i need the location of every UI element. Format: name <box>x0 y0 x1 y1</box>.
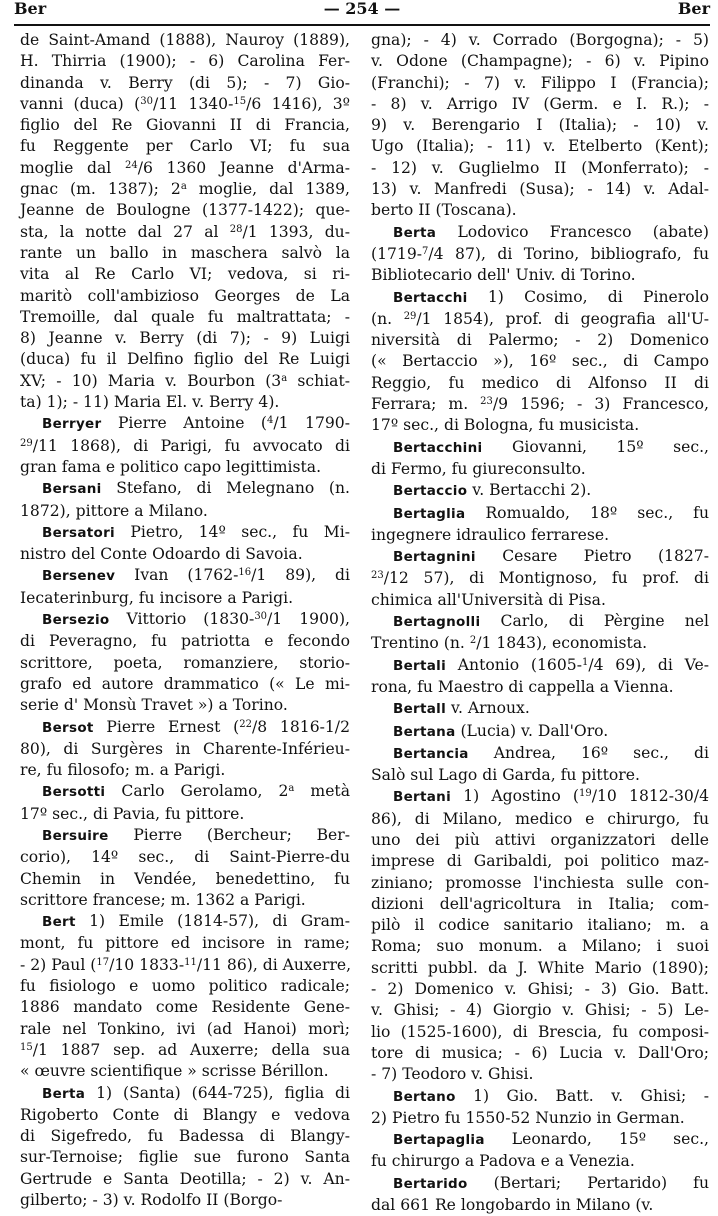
left-text-line: $^{15}$/1 1887 sep. ad Auxerre; della sua <box>20 1040 350 1059</box>
right-text-line: ziniano; promosse l'inchiesta sulle con- <box>371 873 709 892</box>
right-text-line: rona, fu Maestro di cappella a Vienna. <box>371 677 674 696</box>
left-text-line: Jeanne de Boulogne (1377-1422); que- <box>20 201 350 220</box>
header-right-guide-word: Ber <box>677 0 710 18</box>
page-number: — 254 — <box>323 0 401 18</box>
right-text-line: Bertagnolli Carlo, di Pèrgine nel <box>393 612 709 631</box>
left-text-line: sta, la notte dal 27 al $^{28}$/1 1393, du- <box>20 222 350 241</box>
left-text-line: ta) 1); - 11) Maria El. v. Berry 4). <box>20 393 280 412</box>
left-text-line: grafo ed autore drammatico (« Le mi- <box>20 674 350 693</box>
left-text-line: di Sigefredo, fu Badessa di Blangy- <box>20 1127 350 1146</box>
right-text-line: Reggio, fu medico di Alfonso II di <box>371 373 709 392</box>
right-text-line: scritti pubbl. da J. White Mario (1890); <box>371 958 709 977</box>
right-text-line: 17º sec., di Bologna, fu musicista. <box>371 416 640 435</box>
right-text-line: Bertali Antonio (1605-$^1$/4 69), di Ve- <box>393 655 709 674</box>
right-text-line: (n. $^{29}$/1 1854), prof. di geografia all'U- <box>371 309 709 328</box>
left-text-line: moglie dal $^{24}$/6 1360 Jeanne d'Arma- <box>20 158 350 177</box>
right-text-line: Bertapaglia Leonardo, 15º sec., <box>393 1130 709 1149</box>
right-text-line: fu chirurgo a Padova e a Venezia. <box>371 1152 635 1171</box>
right-text-line: Bertani 1) Agostino ($^{19}$/10 1812-30/4 <box>393 787 709 806</box>
right-text-line: Trentino (n. $^2$/1 1843), economista. <box>371 634 648 653</box>
left-text-line: fu fisiologo e uomo politico radicale; <box>20 977 350 996</box>
right-text-line: lio (1525-1600), di Brescia, fu composi- <box>371 1022 709 1041</box>
left-text-line: (duca) fu il Delfino figlio del Re Luigi <box>20 350 350 369</box>
left-text-line: vita al Re Carlo VI; vedova, si ri- <box>20 265 350 284</box>
left-text-line: dinanda v. Berry (di 5); - 7) Gio- <box>20 73 350 92</box>
right-text-line: v. Odone (Champagne); - 6) v. Pipino <box>371 52 709 71</box>
left-text-line: Berta 1) (Santa) (644-725), figlia di <box>42 1083 350 1102</box>
left-text-line: mont, fu pittore ed incisore in rame; <box>20 934 350 953</box>
right-text-line: (« Bertaccio »), 16º sec., di Campo <box>371 352 709 371</box>
right-text-line: Berta Lodovico Francesco (abate) <box>393 222 709 241</box>
right-text-line: pilò il codice sanitario italiano; m. a <box>371 916 709 935</box>
right-text-line: niversità di Palermo; - 2) Domenico <box>371 331 709 350</box>
left-text-line: serie d' Monsù Travet ») a Torino. <box>20 696 288 715</box>
left-text-line: de Saint-Amand (1888), Nauroy (1889), <box>20 31 350 49</box>
header-left-guide-word: Ber <box>14 0 47 18</box>
left-text-line: « œuvre scientifique » scrisse Bérillon. <box>20 1062 329 1081</box>
right-text-line: Bertaglia Romualdo, 18º sec., fu <box>393 503 709 522</box>
right-text-line: Bertaccio v. Bertacchi 2). <box>393 481 592 500</box>
right-text-line: - 12) v. Guglielmo II (Monferrato); - <box>371 158 709 177</box>
right-text-line: - 8) v. Arrigo IV (Germ. e I. R.); - <box>371 94 709 113</box>
right-text-line: - 7) Teodoro v. Ghisi. <box>371 1065 534 1084</box>
left-text-line: 17º sec., di Pavia, fu pittore. <box>20 804 245 823</box>
right-text-line: berto II (Toscana). <box>371 201 517 220</box>
left-text-line: gilberto; - 3) v. Rodolfo II (Borgo- <box>20 1191 283 1210</box>
left-text-line: figlio del Re Giovanni II di Francia, <box>20 116 350 135</box>
left-text-line: Berryer Pierre Antoine ($^4$/1 1790- <box>42 414 350 433</box>
right-text-line: Bertacchini Giovanni, 15º sec., <box>393 437 709 456</box>
left-text-line: Tremoille, dal quale fu maltrattata; - <box>20 307 350 326</box>
left-text-line: vanni (duca) ($^{30}$/11 1340-$^{15}$/6 1416), 3º <box>20 94 350 113</box>
right-text-line: tore di musica; - 6) Lucia v. Dall'Oro; <box>371 1043 709 1062</box>
left-text-line: scrittore, poeta, romanziere, storio- <box>20 653 350 672</box>
right-text-line: Roma; suo monum. a Milano; i suoi <box>371 937 709 956</box>
left-text-line: Gertrude e Santa Deotilla; - 2) v. An- <box>20 1169 350 1188</box>
right-column <box>371 30 709 1215</box>
left-text-line: 1886 mandato come Residente Gene- <box>20 998 350 1017</box>
left-text-line: rale nel Tonkino, ivi (ad Hanoi) morì; <box>20 1019 350 1038</box>
right-text-line: ingegnere idraulico ferrarese. <box>371 525 610 544</box>
right-text-line: Salò sul Lago di Garda, fu pittore. <box>371 766 640 785</box>
left-text-line: Bert 1) Emile (1814-57), di Gram- <box>42 912 350 931</box>
left-text-line: Bersuire Pierre (Bercheur; Ber- <box>42 825 350 844</box>
right-text-line: Bertarido (Bertari; Pertarido) fu <box>393 1173 709 1192</box>
left-text-line: Bersenev Ivan (1762-$^{16}$/1 89), di <box>42 566 350 585</box>
left-text-line: - 2) Paul ($^{17}$/10 1833-$^{11}$/11 86), di Auxerre, <box>20 955 352 974</box>
right-text-line: di Fermo, fu giureconsulto. <box>371 459 586 478</box>
left-text-line: gran fama e politico capo legittimista. <box>20 457 322 476</box>
right-text-line: dizioni dell'agricoltura in Italia; com- <box>371 894 709 913</box>
left-text-line: Bersotti Carlo Gerolamo, 2$^a$ metà <box>42 782 350 801</box>
right-text-line: gna); - 4) v. Corrado (Borgogna); - 5) <box>371 31 709 49</box>
right-text-line: Bibliotecario dell' Univ. di Torino. <box>371 266 636 285</box>
left-text-line: sur-Ternoise; figlie sue furono Santa <box>20 1148 350 1167</box>
right-text-line: Bertacchi 1) Cosimo, di Pinerolo <box>393 287 709 306</box>
right-text-line: Bertagnini Cesare Pietro (1827- <box>393 547 709 566</box>
left-text-line: H. Thirria (1900); - 6) Carolina Fer- <box>20 52 350 71</box>
left-text-line: rante un ballo in maschera salvò la <box>20 243 350 262</box>
left-text-line: 80), di Surgères in Charente-Inférieu- <box>20 739 350 758</box>
left-text-line: 1872), pittore a Milano. <box>20 501 208 520</box>
left-text-line: gnac (m. 1387); 2$^a$ moglie, dal 1389, <box>20 180 350 199</box>
right-text-line: - 2) Domenico v. Ghisi; - 3) Gio. Batt. <box>371 980 709 999</box>
left-text-line: scrittore francese; m. 1362 a Parigi. <box>20 890 306 909</box>
running-header <box>14 0 710 18</box>
left-text-line: Rigoberto Conte di Blangy e vedova <box>20 1105 350 1124</box>
left-text-line: fu Reggente per Carlo VI; fu sua <box>20 137 350 156</box>
left-text-line: $^{29}$/11 1868), di Parigi, fu avvocato di <box>20 436 350 455</box>
left-text-line: Chemin in Vendée, benedettino, fu <box>20 869 350 888</box>
left-text-line: 8) Jeanne v. Berry (di 7); - 9) Luigi <box>20 329 350 348</box>
left-text-line: di Peveragno, fu patriotta e fecondo <box>20 632 350 651</box>
right-text-line: imprese di Garibaldi, poi politico maz- <box>371 852 709 871</box>
left-column <box>20 30 352 1210</box>
right-text-line: dal 661 Re longobardo in Milano (v. <box>371 1196 654 1215</box>
right-text-line: $^{23}$/12 57), di Montignoso, fu prof. di <box>371 569 709 588</box>
right-text-line: Bertana (Lucia) v. Dall'Oro. <box>393 721 609 740</box>
right-text-line: Bertancia Andrea, 16º sec., di <box>393 743 709 762</box>
right-text-line: (Franchi); - 7) v. Filippo I (Francia); <box>371 73 709 92</box>
right-text-line: Bertall v. Arnoux. <box>393 699 530 718</box>
header-rule <box>14 24 710 26</box>
left-text-line: maritò coll'ambizioso Georges de La <box>20 286 350 305</box>
left-text-line: re, fu filosofo; m. a Parigi. <box>20 761 226 780</box>
left-text-line: nistro del Conte Odoardo di Savoia. <box>20 545 303 564</box>
left-text-line: Bersezio Vittorio (1830-$^{30}$/1 1900), <box>42 610 350 629</box>
left-text-line: Iecaterinburg, fu incisore a Parigi. <box>20 588 294 607</box>
right-text-line: Ugo (Italia); - 11) v. Etelberto (Kent); <box>371 137 709 156</box>
left-text-line: Bersani Stefano, di Melegnano (n. <box>42 479 350 498</box>
left-text-line: corio), 14º sec., di Saint-Pierre-du <box>20 848 350 867</box>
right-text-line: v. Ghisi; - 4) Giorgio v. Ghisi; - 5) Le- <box>371 1001 709 1020</box>
right-text-line: uno dei più attivi organizzatori delle <box>371 830 709 849</box>
right-text-line: 86), di Milano, medico e chirurgo, fu <box>371 809 709 828</box>
right-text-line: Ferrara; m. $^{23}$/9 1596; - 3) Francesco, <box>371 395 709 414</box>
right-text-line: 2) Pietro fu 1550-52 Nunzio in German. <box>371 1108 685 1127</box>
right-text-line: 9) v. Berengario I (Italia); - 10) v. <box>371 116 709 135</box>
left-text-line: Bersatori Pietro, 14º sec., fu Mi- <box>42 522 350 541</box>
right-text-line: chimica all'Università di Pisa. <box>371 590 606 609</box>
right-text-line: (1719-$^7$/4 87), di Torino, bibliografo, fu <box>371 244 709 263</box>
right-text-line: 13) v. Manfredi (Susa); - 14) v. Adal- <box>371 180 709 199</box>
right-text-line: Bertano 1) Gio. Batt. v. Ghisi; - <box>393 1086 709 1105</box>
left-text-line: Bersot Pierre Ernest ($^{22}$/8 1816-1/2 <box>42 717 350 736</box>
left-text-line: XV; - 10) Maria v. Bourbon (3$^a$ schiat- <box>20 371 350 390</box>
